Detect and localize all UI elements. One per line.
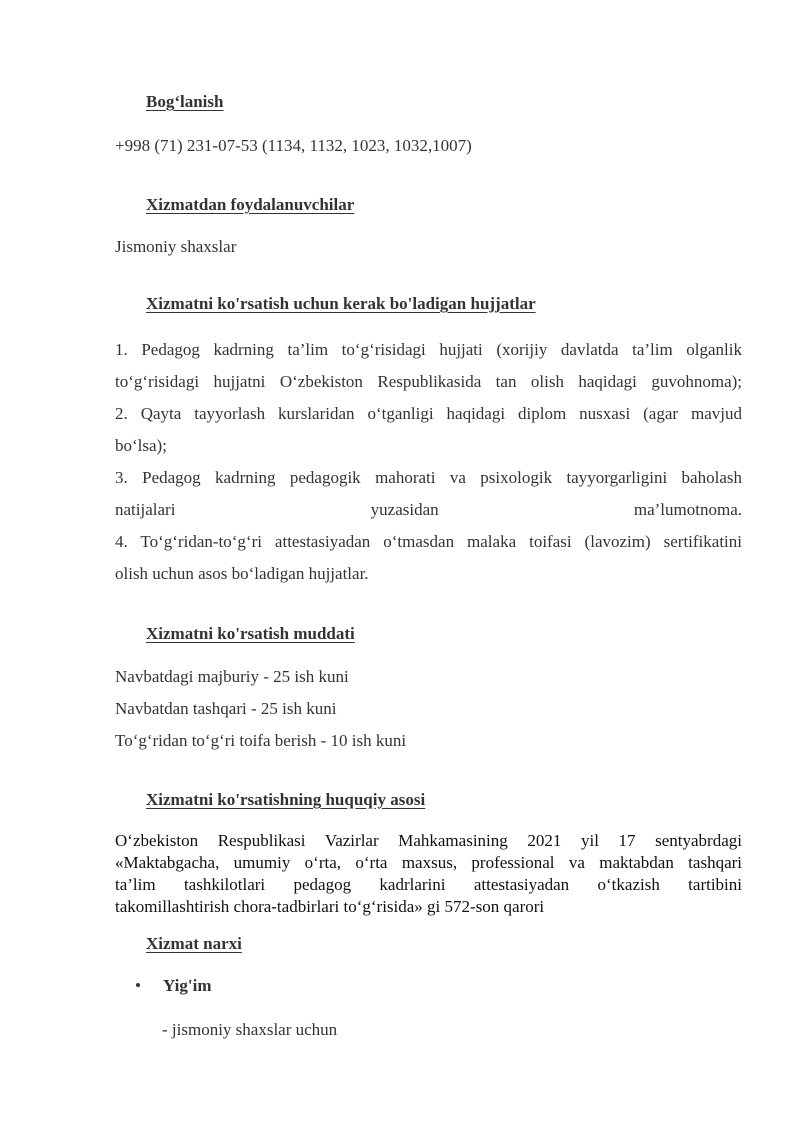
contact-heading: Bog‘lanish [146, 92, 224, 111]
documents-line: 1. Pedagog kadrning ta’lim to‘g‘risidagi hujjati (xorijiy davlatda ta’lim olganlik [115, 340, 742, 359]
documents-line: bo‘lsa); [115, 436, 167, 455]
price-sub: - jismoniy shaxslar uchun [162, 1020, 338, 1039]
users-heading: Xizmatdan foydalanuvchilar [146, 195, 355, 214]
duration-list [115, 661, 742, 757]
legal-line: O‘zbekiston Respublikasi Vazirlar Mahkamasining 2021 yil 17 sentyabrdagi [115, 831, 742, 850]
duration-heading: Xizmatni ko'rsatish muddati [146, 624, 355, 643]
legal-line: «Maktabgacha, umumiy o‘rta, o‘rta maxsus, professional va maktabdan tashqari [115, 853, 742, 872]
price-bullet [135, 976, 211, 996]
legal-heading: Xizmatni ko'rsatishning huquqiy asosi [146, 790, 426, 809]
price-bullet-label: Yig'im [163, 976, 212, 995]
documents-line: 2. Qayta tayyorlash kurslaridan o‘tganligi haqidagi diplom nusxasi (agar mavjud [115, 404, 742, 423]
documents-line: natijalari yuzasidan ma’lumotnoma. [115, 500, 742, 519]
documents-line: to‘g‘risidagi hujjatni O‘zbekiston Respublikasida tan olish haqidagi guvohnoma); [115, 372, 742, 391]
documents-heading: Xizmatni ko'rsatish uchun kerak bo'ladigan hujjatlar [146, 294, 536, 313]
duration-line: Navbatdan tashqari - 25 ish kuni [115, 699, 337, 718]
users-value: Jismoniy shaxslar [115, 237, 237, 256]
documents-line: 3. Pedagog kadrning pedagogik mahorati va psixologik tayyorgarligini baholash [115, 468, 742, 487]
documents-line: 4. To‘g‘ridan-to‘g‘ri attestasiyadan o‘tmasdan malaka toifasi (lavozim) sertifikatini [115, 532, 742, 551]
legal-text [115, 830, 742, 918]
price-heading: Xizmat narxi [146, 934, 242, 953]
contact-phone: +998 (71) 231-07-53 (1134, 1132, 1023, 1032,1007) [115, 136, 472, 155]
legal-line: ta’lim tashkilotlari pedagog kadrlarini attestasiyadan o‘tkazish tartibini [115, 875, 742, 894]
duration-line: Navbatdagi majburiy - 25 ish kuni [115, 667, 349, 686]
documents-list [115, 334, 742, 590]
bullet-icon: • [135, 976, 141, 995]
duration-line: To‘g‘ridan to‘g‘ri toifa berish - 10 ish kuni [115, 731, 407, 750]
legal-line: takomillashtirish chora-tadbirlari to‘g‘risida» gi 572-son qarori [115, 897, 545, 916]
documents-line: olish uchun asos bo‘ladigan hujjatlar. [115, 564, 369, 583]
